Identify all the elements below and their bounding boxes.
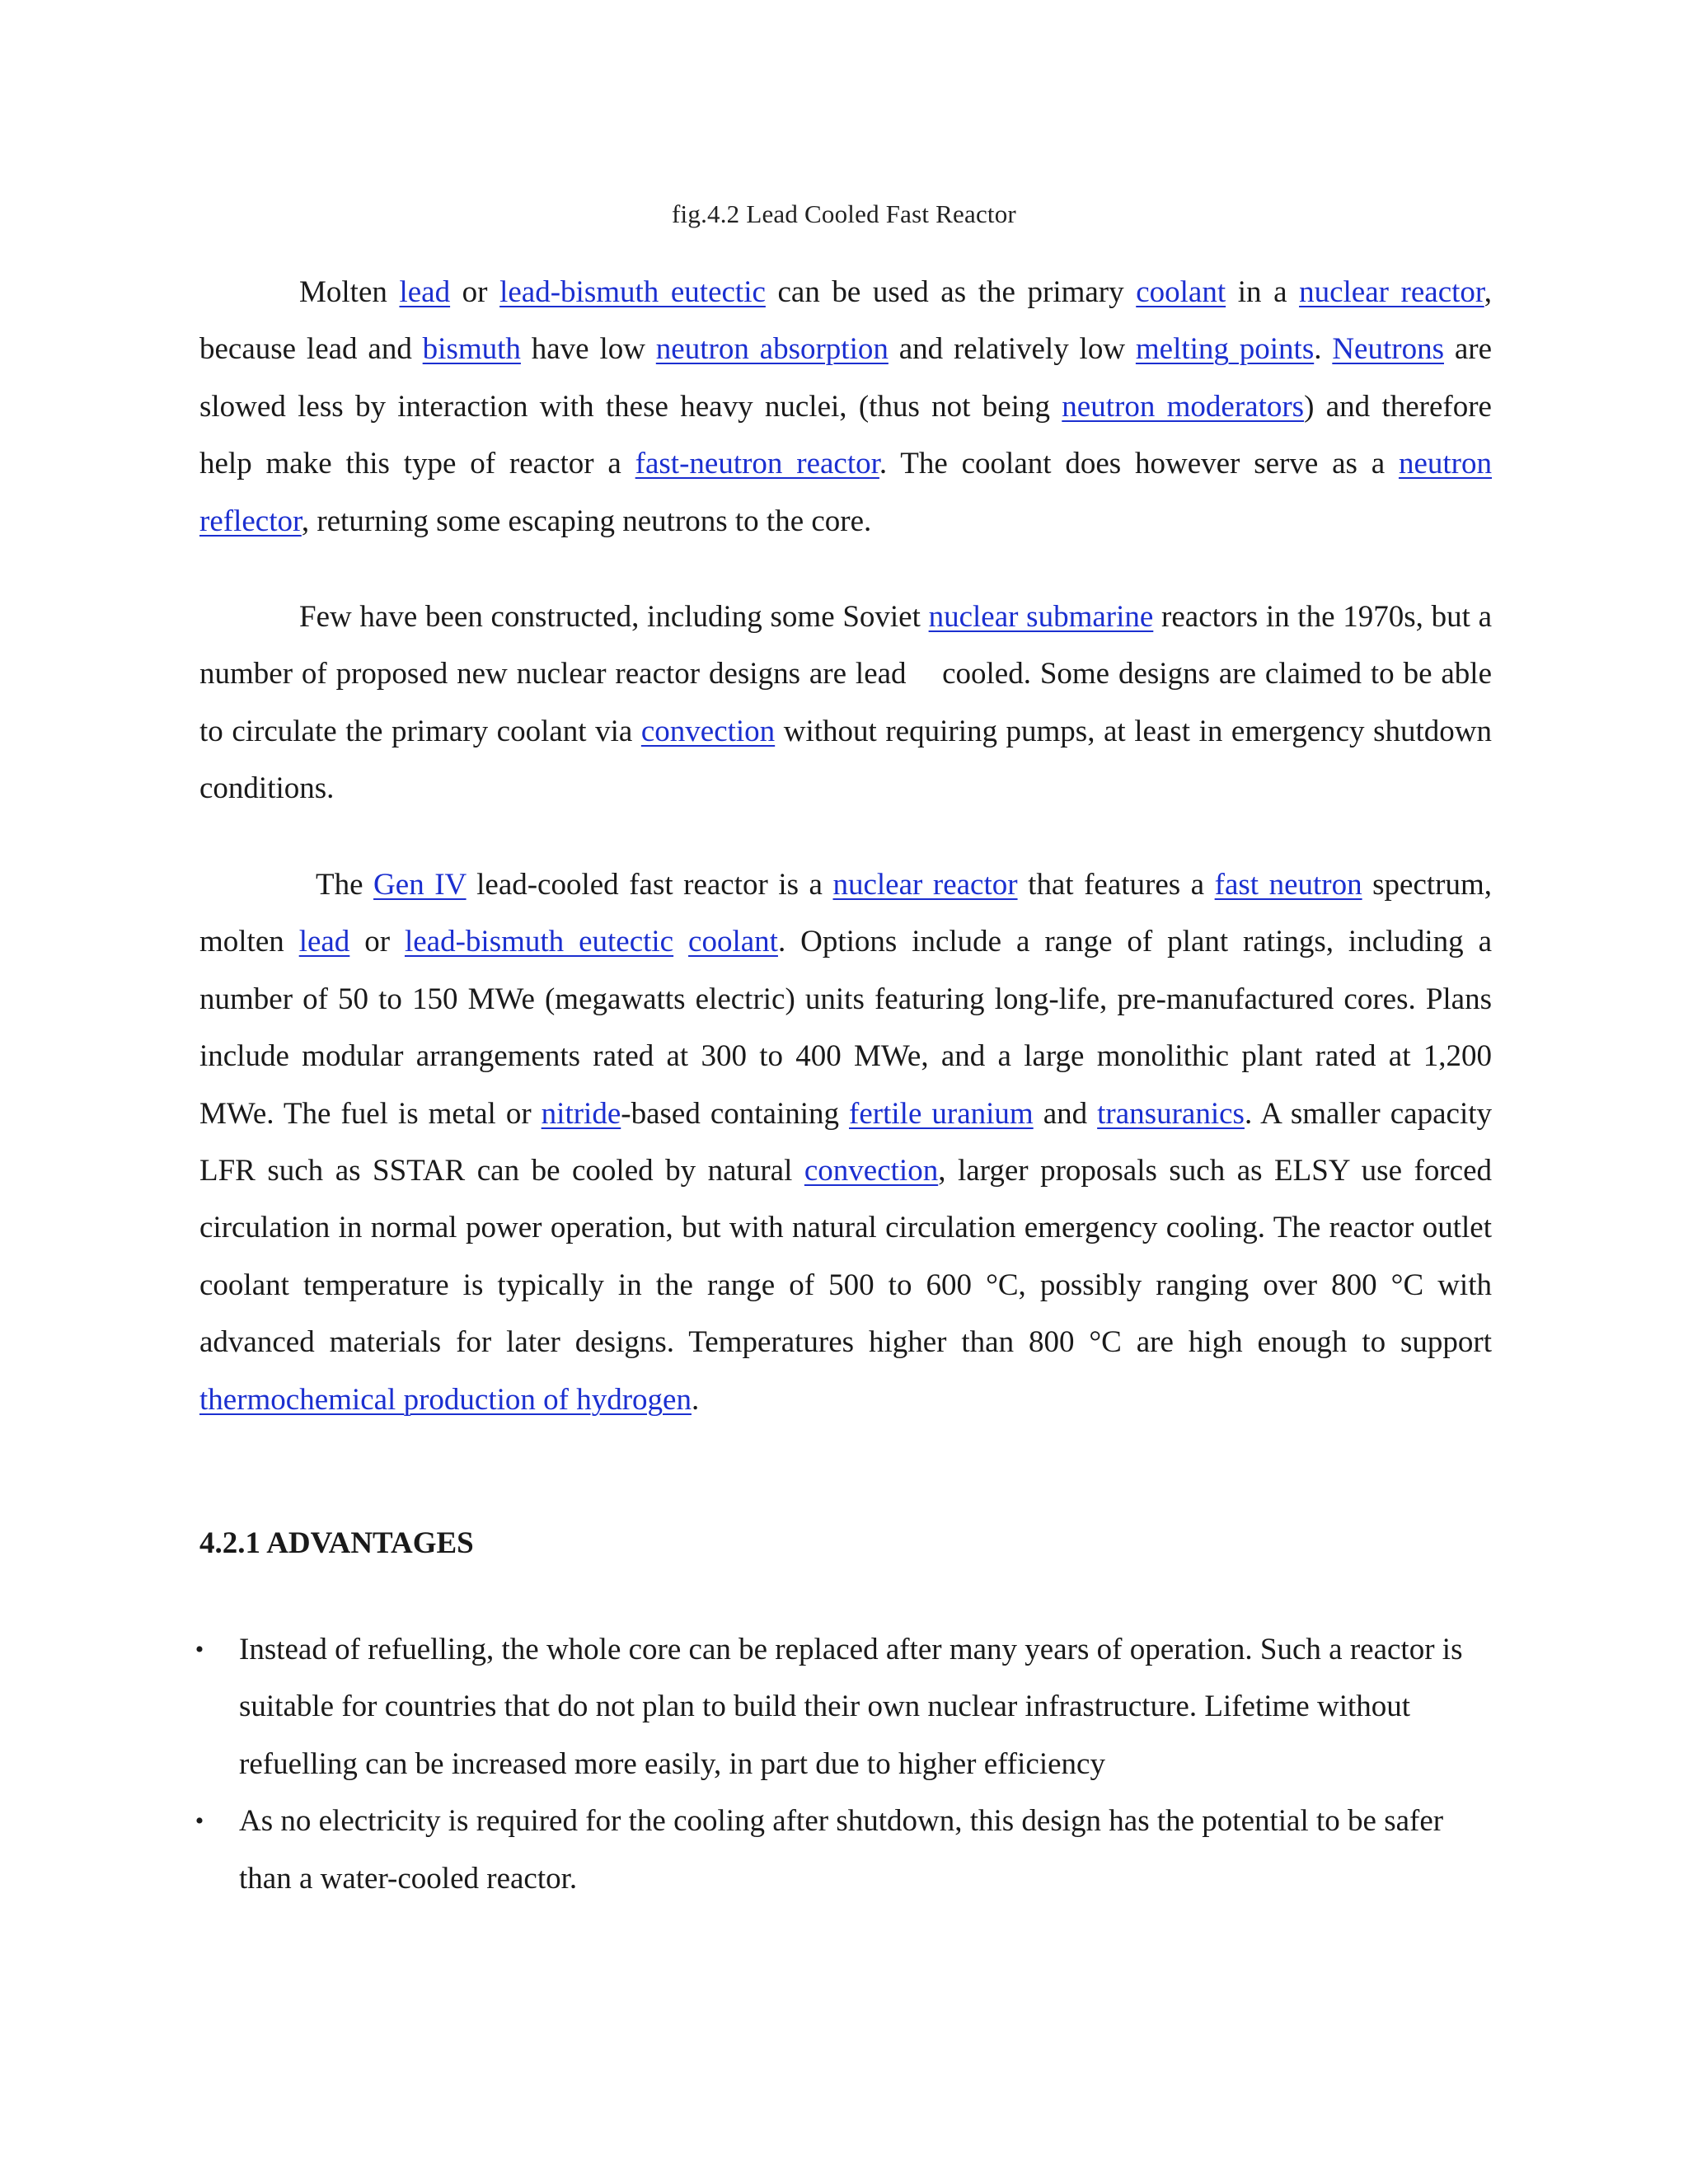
text-run: lead-cooled fast reactor is a [466, 868, 833, 902]
text-run: spectrum, molten [199, 868, 1493, 959]
text-run: reactors in the 1970s, but a number of proposed new nuclear reactor designs are lead cooled. Some designs are claimed to be able to circulate the primary coolant via [199, 600, 1492, 748]
link-thermochemical-production-of-hydrogen[interactable]: thermochemical production of hydrogen [199, 1382, 692, 1417]
list-item-text: Instead of refuelling, the whole core can be replaced after many years of operation. Such a reactor is suitable for countries that do not plan to build their own nuclear infrastructure. Lifetime without refuelling can be increased more easily, in part due to higher efficiency [239, 1633, 1463, 1781]
bullet-icon: • [195, 1807, 204, 1835]
text-run: Molten [299, 275, 400, 309]
text-run: and relatively low [888, 332, 1136, 367]
text-run: The [316, 868, 374, 902]
link-neutron-reflector[interactable]: neutron reflector [199, 447, 1492, 538]
link-fast-neutron-reactor[interactable]: fast-neutron reactor [635, 447, 879, 481]
text-run: , larger proposals such as ELSY use forced circulation in normal power operation, but with natural circulation emergency cooling. The reactor outlet coolant temperature is typically in the range of 500 to 600 °C, possibly ranging over 800 °C with advanced materials for later designs. Temperatures higher than 800 °C are high enough to support [199, 1154, 1492, 1360]
link-convection[interactable]: convection [640, 714, 776, 748]
paragraph-lead-coolant [199, 264, 1492, 550]
link-nuclear-reactor[interactable]: nuclear reactor [1299, 275, 1484, 309]
text-run: . [1314, 332, 1333, 367]
link-coolant[interactable]: coolant [1136, 275, 1226, 309]
text-run: . A smaller capacity LFR such as SSTAR can be cooled by natural [199, 1096, 1493, 1188]
link-melting-points[interactable]: melting points [1135, 332, 1315, 367]
link-nitride[interactable]: nitride [541, 1096, 621, 1131]
text-run: -based containing [621, 1096, 850, 1131]
text-run: and [1033, 1096, 1098, 1131]
link-lead-bismuth-eutectic[interactable]: lead-bismuth eutectic [404, 925, 674, 959]
paragraph-gen-iv [199, 856, 1492, 1428]
link-lead[interactable]: lead [298, 925, 350, 959]
text-run: . [691, 1382, 700, 1417]
link-fertile-uranium[interactable]: fertile uranium [849, 1096, 1034, 1131]
link-convection[interactable]: convection [804, 1154, 939, 1188]
text-run: . Options include a range of plant ratings, including a number of 50 to 150 MWe (megawatts electric) units featuring long-life, pre-manufactured cores. Plans include modular arrangements rated at 300 to 400 MWe, and a large monolithic plant rated at 1,200 MWe. The fuel is metal or [199, 925, 1493, 1131]
link-neutron-moderators[interactable]: neutron moderators [1062, 389, 1305, 424]
text-run: , returning some escaping neutrons to the core. [301, 504, 872, 538]
list-item-text: As no electricity is required for the cooling after shutdown, this design has the potential to be safer than a water-cooled reactor. [239, 1804, 1444, 1896]
list-item [195, 1621, 1492, 1793]
text-run: . The coolant does however serve as a [879, 447, 1399, 481]
paragraph-history [199, 588, 1492, 818]
link-gen-iv[interactable]: Gen IV [373, 868, 467, 902]
text-run: or [349, 925, 405, 959]
text-run: Few have been constructed, including some Soviet [299, 600, 929, 634]
link-bismuth[interactable]: bismuth [422, 332, 521, 367]
bullet-icon: • [195, 1636, 204, 1663]
text-run: that features a [1017, 868, 1215, 902]
text-run: in a [1226, 275, 1300, 309]
text-run: without requiring pumps, at least in emergency shutdown conditions. [199, 714, 1492, 806]
link-nuclear-reactor[interactable]: nuclear reactor [832, 868, 1018, 902]
link-coolant[interactable]: coolant [688, 925, 778, 959]
link-neutrons[interactable]: Neutrons [1332, 332, 1444, 367]
link-lead-bismuth-eutectic[interactable]: lead-bismuth eutectic [499, 275, 766, 309]
link-lead[interactable]: lead [399, 275, 451, 309]
text-run: ) and therefore help make this type of reactor a [199, 389, 1492, 481]
advantages-list [195, 1621, 1492, 1907]
figure-caption: fig.4.2 Lead Cooled Fast Reactor [672, 199, 1016, 228]
link-fast-neutron[interactable]: fast neutron [1214, 868, 1362, 902]
text-run: have low [520, 332, 656, 367]
section-heading-advantages: 4.2.1 ADVANTAGES [199, 1526, 474, 1560]
text-run: can be used as the primary [765, 275, 1137, 309]
text-run: , because lead and [199, 275, 1492, 367]
list-item [195, 1793, 1492, 1907]
text-run: or [450, 275, 500, 309]
text-run: are slowed less by interaction with these heavy nuclei, (thus not being [199, 332, 1492, 424]
link-neutron-absorption[interactable]: neutron absorption [655, 332, 889, 367]
link-transuranics[interactable]: transuranics [1097, 1096, 1245, 1131]
text-run [673, 925, 688, 958]
link-nuclear-submarine[interactable]: nuclear submarine [928, 600, 1154, 634]
